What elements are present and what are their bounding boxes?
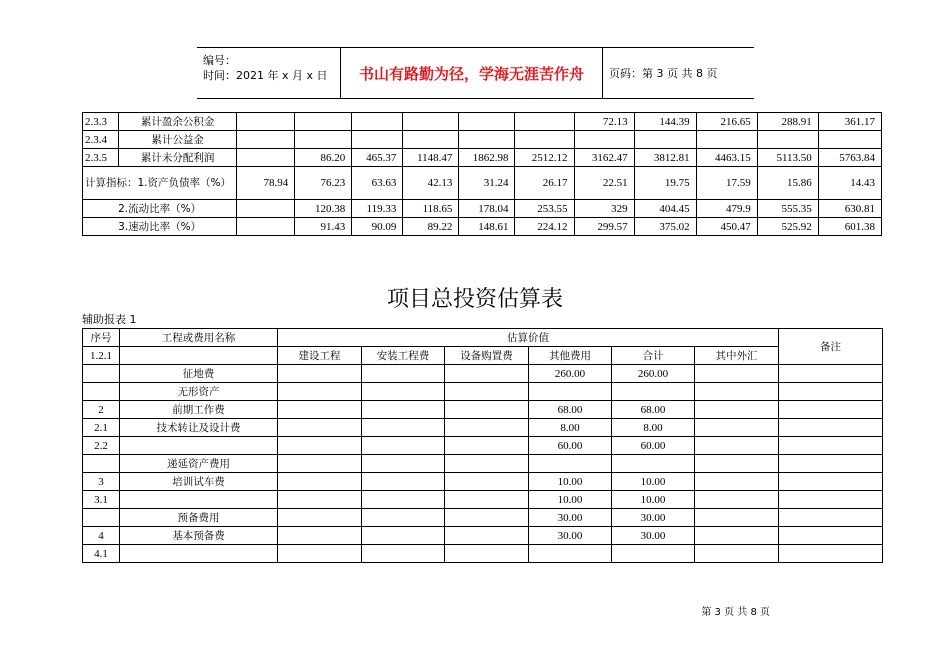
value-cell	[362, 545, 445, 563]
value-cell	[695, 401, 779, 419]
value-cell	[515, 131, 574, 149]
subheader-col: 其中外汇	[695, 347, 779, 365]
table-row	[83, 401, 883, 419]
value-cell	[362, 455, 445, 473]
value-cell: 14.43	[818, 167, 881, 200]
row-seq: 4	[83, 527, 120, 545]
row-name: 征地费	[120, 365, 278, 383]
row-seq: 2	[83, 401, 120, 419]
other-cost-cell: 30.00	[529, 527, 612, 545]
note-cell	[779, 419, 883, 437]
value-cell	[695, 419, 779, 437]
total-cell: 60.00	[612, 437, 695, 455]
value-cell: 361.17	[818, 113, 881, 131]
value-cell	[634, 131, 696, 149]
table-row	[83, 383, 883, 401]
value-cell: 465.37	[352, 149, 403, 167]
note-cell	[779, 383, 883, 401]
value-cell	[445, 527, 529, 545]
other-cost-cell	[529, 455, 612, 473]
value-cell	[278, 545, 362, 563]
table-row	[83, 455, 883, 473]
row-seq: 1.2.1	[83, 347, 120, 365]
row-code: 2.3.4	[83, 131, 119, 149]
row-name	[120, 491, 278, 509]
value-cell	[278, 383, 362, 401]
value-cell	[362, 437, 445, 455]
table-row	[83, 437, 883, 455]
note-cell	[779, 527, 883, 545]
other-cost-cell: 60.00	[529, 437, 612, 455]
other-cost-cell: 8.00	[529, 419, 612, 437]
value-cell	[445, 383, 529, 401]
subheader-col: 合计	[612, 347, 695, 365]
ratio-name: 3.速动比率（%）	[83, 218, 237, 236]
note-cell	[779, 365, 883, 383]
row-seq	[83, 365, 120, 383]
row-name: 无形资产	[120, 383, 278, 401]
value-cell: 15.86	[757, 167, 818, 200]
value-cell: 26.17	[515, 167, 574, 200]
value-cell: 22.51	[574, 167, 634, 200]
subheader-row	[83, 347, 883, 365]
value-cell	[362, 509, 445, 527]
page-footer: 第 3 页 共 8 页	[701, 607, 770, 618]
row-name	[120, 437, 278, 455]
value-cell: 178.04	[459, 200, 515, 218]
value-cell	[757, 131, 818, 149]
value-cell	[362, 473, 445, 491]
other-cost-cell: 30.00	[529, 509, 612, 527]
value-cell	[278, 437, 362, 455]
value-cell	[445, 509, 529, 527]
value-cell: 216.65	[696, 113, 757, 131]
row-name: 前期工作费	[120, 401, 278, 419]
value-cell	[362, 401, 445, 419]
value-cell	[352, 113, 403, 131]
row-seq: 2.1	[83, 419, 120, 437]
total-cell: 10.00	[612, 491, 695, 509]
note-cell	[779, 491, 883, 509]
value-cell: 63.63	[352, 167, 403, 200]
note-cell	[779, 509, 883, 527]
value-cell: 89.22	[403, 218, 459, 236]
value-cell: 90.09	[352, 218, 403, 236]
total-cell: 30.00	[612, 527, 695, 545]
value-cell	[295, 113, 352, 131]
page-header	[197, 47, 754, 99]
value-cell: 555.35	[757, 200, 818, 218]
row-seq: 3	[83, 473, 120, 491]
value-cell	[445, 365, 529, 383]
value-cell	[695, 545, 779, 563]
total-cell	[612, 545, 695, 563]
value-cell	[445, 491, 529, 509]
value-cell	[278, 401, 362, 419]
value-cell	[362, 491, 445, 509]
value-cell	[362, 365, 445, 383]
value-cell	[574, 131, 634, 149]
table-row	[83, 509, 883, 527]
value-cell: 5763.84	[818, 149, 881, 167]
total-cell	[612, 455, 695, 473]
note-cell	[779, 401, 883, 419]
total-cell: 8.00	[612, 419, 695, 437]
value-cell	[695, 527, 779, 545]
value-cell	[237, 131, 295, 149]
other-cost-cell: 260.00	[529, 365, 612, 383]
row-name: 技术转让及设计费	[120, 419, 278, 437]
ratio-name: 2.流动比率（%）	[83, 200, 237, 218]
row-seq	[83, 455, 120, 473]
value-cell	[459, 113, 515, 131]
value-cell	[352, 131, 403, 149]
row-seq	[83, 509, 120, 527]
table-row	[83, 149, 882, 167]
value-cell	[695, 491, 779, 509]
value-cell	[278, 419, 362, 437]
row-code: 2.3.3	[83, 113, 119, 131]
value-cell	[362, 383, 445, 401]
row-seq: 2.2	[83, 437, 120, 455]
value-cell	[278, 473, 362, 491]
value-cell: 76.23	[295, 167, 352, 200]
subheader-col: 建设工程	[278, 347, 362, 365]
value-cell	[295, 131, 352, 149]
row-seq	[83, 383, 120, 401]
value-cell	[695, 383, 779, 401]
value-cell	[515, 113, 574, 131]
total-cell: 10.00	[612, 473, 695, 491]
value-cell: 4463.15	[696, 149, 757, 167]
value-cell: 2512.12	[515, 149, 574, 167]
value-cell	[445, 473, 529, 491]
row-name: 基本预备费	[120, 527, 278, 545]
financial-table	[82, 112, 882, 236]
row-name: 培训试车费	[120, 473, 278, 491]
header-meta	[197, 48, 341, 98]
value-cell: 329	[574, 200, 634, 218]
total-cell: 68.00	[612, 401, 695, 419]
value-cell: 19.75	[634, 167, 696, 200]
value-cell: 3162.47	[574, 149, 634, 167]
value-cell	[237, 113, 295, 131]
value-cell: 224.12	[515, 218, 574, 236]
other-cost-cell: 68.00	[529, 401, 612, 419]
value-cell: 630.81	[818, 200, 881, 218]
value-cell	[459, 131, 515, 149]
value-cell: 253.55	[515, 200, 574, 218]
value-cell: 288.91	[757, 113, 818, 131]
page-title: 项目总投资估算表	[386, 287, 563, 312]
subheader-col: 设备购置费	[445, 347, 529, 365]
value-cell	[278, 455, 362, 473]
row-name	[120, 347, 278, 365]
value-cell: 5113.50	[757, 149, 818, 167]
value-cell	[695, 509, 779, 527]
row-code: 2.3.5	[83, 149, 119, 167]
value-cell	[818, 131, 881, 149]
value-cell: 119.33	[352, 200, 403, 218]
row-name	[120, 545, 278, 563]
note-cell	[779, 473, 883, 491]
value-cell: 450.47	[696, 218, 757, 236]
table-row	[83, 491, 883, 509]
total-cell: 30.00	[612, 509, 695, 527]
table-row	[83, 527, 883, 545]
row-name: 累计未分配利润	[119, 149, 237, 167]
value-cell	[445, 455, 529, 473]
value-cell: 86.20	[295, 149, 352, 167]
value-cell: 17.59	[696, 167, 757, 200]
row-name: 递延资产费用	[120, 455, 278, 473]
value-cell: 72.13	[574, 113, 634, 131]
value-cell	[445, 401, 529, 419]
value-cell	[403, 113, 459, 131]
value-cell	[445, 437, 529, 455]
value-cell	[695, 437, 779, 455]
header-note: 备注	[779, 329, 883, 365]
value-cell: 148.61	[459, 218, 515, 236]
total-cell: 260.00	[612, 365, 695, 383]
row-name: 预备费用	[120, 509, 278, 527]
subheader-col: 安装工程费	[362, 347, 445, 365]
value-cell	[237, 218, 295, 236]
value-cell: 404.45	[634, 200, 696, 218]
time-label: 时间：2021 年 x 月 x 日	[203, 69, 328, 82]
value-cell	[695, 473, 779, 491]
note-cell	[779, 437, 883, 455]
row-name: 累计公益金	[119, 131, 237, 149]
table-row	[83, 131, 882, 149]
other-cost-cell	[529, 383, 612, 401]
row-seq: 3.1	[83, 491, 120, 509]
other-cost-cell: 10.00	[529, 473, 612, 491]
number-label: 编号：	[203, 54, 236, 67]
table-row	[83, 545, 883, 563]
header-page-label: 页码：第 3 页 共 8 页	[609, 67, 718, 80]
table-row	[83, 113, 882, 131]
value-cell	[445, 419, 529, 437]
value-cell	[696, 131, 757, 149]
value-cell	[278, 527, 362, 545]
value-cell	[695, 365, 779, 383]
value-cell	[237, 200, 295, 218]
other-cost-cell	[529, 545, 612, 563]
note-cell	[779, 545, 883, 563]
value-cell: 144.39	[634, 113, 696, 131]
value-cell: 31.24	[459, 167, 515, 200]
ratio-row	[83, 218, 882, 236]
value-cell	[278, 365, 362, 383]
value-cell	[403, 131, 459, 149]
value-cell	[695, 455, 779, 473]
value-cell: 78.94	[237, 167, 295, 200]
other-cost-cell: 10.00	[529, 491, 612, 509]
table-row	[83, 365, 883, 383]
indicator-label: 计算指标：1.资产负债率（%）	[83, 167, 237, 200]
value-cell: 42.13	[403, 167, 459, 200]
note-cell	[779, 455, 883, 473]
indicator-row	[83, 167, 882, 200]
subheader-col: 其他费用	[529, 347, 612, 365]
header-seq: 序号	[83, 329, 120, 347]
value-cell: 479.9	[696, 200, 757, 218]
value-cell: 3812.81	[634, 149, 696, 167]
value-cell	[445, 545, 529, 563]
header-motto: 书山有路勤为径，学海无涯苦作舟	[341, 48, 603, 98]
value-cell: 120.38	[295, 200, 352, 218]
value-cell	[278, 491, 362, 509]
header-value: 估算价值	[278, 329, 779, 347]
value-cell: 1148.47	[403, 149, 459, 167]
row-seq: 4.1	[83, 545, 120, 563]
header-row	[83, 329, 883, 347]
value-cell	[278, 509, 362, 527]
table-row	[83, 419, 883, 437]
ratio-row	[83, 200, 882, 218]
total-cell	[612, 383, 695, 401]
value-cell	[237, 149, 295, 167]
value-cell	[362, 527, 445, 545]
value-cell: 525.92	[757, 218, 818, 236]
row-name: 累计盈余公积金	[119, 113, 237, 131]
value-cell: 91.43	[295, 218, 352, 236]
value-cell: 601.38	[818, 218, 881, 236]
value-cell: 375.02	[634, 218, 696, 236]
header-name: 工程或费用名称	[120, 329, 278, 347]
estimate-table	[82, 328, 883, 563]
value-cell: 1862.98	[459, 149, 515, 167]
table-row	[83, 473, 883, 491]
sub-report-label: 辅助报表 1	[82, 313, 137, 326]
value-cell: 118.65	[403, 200, 459, 218]
value-cell: 299.57	[574, 218, 634, 236]
value-cell	[362, 419, 445, 437]
